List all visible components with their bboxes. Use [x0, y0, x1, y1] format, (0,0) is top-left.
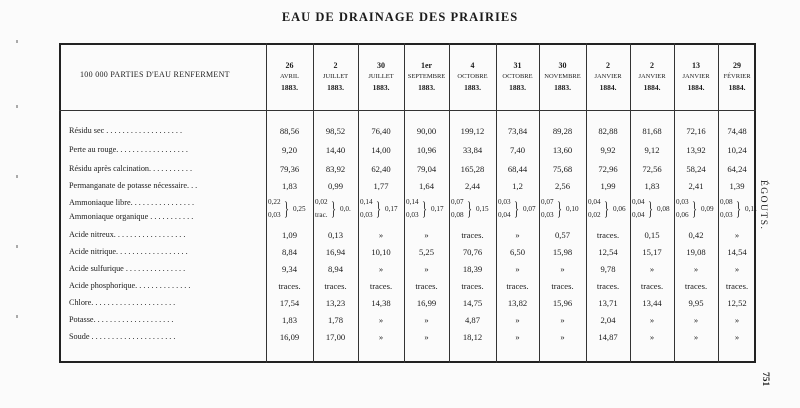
column-header-year: 1883. — [554, 83, 571, 93]
table-cell: 2,44 — [464, 181, 481, 191]
table-header-label: 100 000 PARTIES D'EAU RENFERMENT — [80, 70, 230, 79]
table-cell: 72,16 — [686, 126, 706, 136]
table-cell: 1,83 — [281, 181, 298, 191]
table-cell: 6,50 — [509, 247, 526, 257]
column-header-day: 13 — [692, 61, 700, 70]
table-cell: 2,56 — [554, 181, 571, 191]
column-header-month: OCTOBRE — [502, 73, 533, 81]
column-header — [539, 60, 586, 94]
ammonia-libre-value: 0,03 — [498, 198, 511, 206]
ammonia-pair — [404, 198, 450, 224]
column-header-day: 29 — [733, 61, 741, 70]
ammonia-organique-value: 0,06 — [676, 211, 689, 219]
brace-icon: } — [331, 199, 337, 220]
table-cell: 10,10 — [371, 247, 391, 257]
table-cell: traces. — [506, 281, 529, 291]
table-cell: 1,09 — [281, 230, 298, 240]
ammonia-sum-value: 0,0. — [340, 205, 351, 213]
table-cell: 14,40 — [325, 145, 346, 155]
ammonia-sum-value: 0,17 — [431, 205, 444, 213]
table-cell: 199,12 — [460, 126, 485, 136]
table-cell: 16,94 — [325, 247, 346, 257]
table-cell: 12,54 — [598, 247, 618, 257]
table-cell: 2,41 — [688, 181, 704, 191]
ammonia-libre-value: 0,04 — [588, 198, 601, 206]
row-label-ammoniaque-organique: Ammoniaque organique . . . . . . . . . . . — [69, 212, 194, 221]
column-header-month: NOVEMBRE — [544, 73, 581, 81]
column-header-year: 1883. — [509, 83, 526, 93]
margin-mark — [16, 105, 18, 108]
column-header-year: 1884. — [728, 83, 746, 93]
column-header — [496, 60, 539, 94]
ammonia-organique-value: 0,04 — [498, 211, 511, 219]
brace-icon: } — [467, 199, 473, 220]
table-cell: 1,39 — [729, 181, 745, 191]
table-cell: » — [693, 332, 699, 342]
table-cell: 9,34 — [281, 264, 298, 274]
table-cell: 15,98 — [552, 247, 573, 257]
ammonia-organique-value: 0,03 — [360, 211, 373, 219]
brace-icon: } — [422, 199, 428, 220]
table-cell: 1,83 — [644, 181, 660, 191]
ammonia-sum-value: 0,11 — [745, 205, 758, 213]
table-cell: 2,04 — [600, 315, 616, 325]
table-cell: 18,39 — [462, 264, 483, 274]
table-cell: 12,52 — [727, 298, 747, 308]
ammonia-organique-value: 0,03 — [720, 211, 733, 219]
table-cell: 0,99 — [327, 181, 344, 191]
column-header-month: JUILLET — [322, 73, 349, 81]
ammonia-libre-value: 0,14 — [360, 198, 373, 206]
table-cell: traces. — [551, 281, 574, 291]
table-cell: » — [734, 332, 740, 342]
row-label: Acide nitrique. . . . . . . . . . . . . . . . . . — [69, 247, 188, 256]
table-cell: » — [378, 230, 384, 240]
ammonia-libre-value: 0,02 — [315, 198, 328, 206]
table-cell: » — [560, 332, 565, 342]
ammonia-pair — [539, 198, 585, 224]
column-header-month: JANVIER — [638, 73, 666, 81]
header-divider — [59, 110, 756, 111]
ammonia-libre-value: 0,04 — [632, 198, 645, 206]
row-label: Potasse. . . . . . . . . . . . . . . . . . . . — [69, 315, 174, 324]
column-header-day: 30 — [558, 61, 567, 70]
column-header-year: 1884. — [687, 83, 705, 93]
table-cell: 64,24 — [727, 164, 747, 174]
column-header-month: OCTOBRE — [457, 73, 488, 81]
table-cell: » — [378, 332, 384, 342]
table-cell: 9,12 — [644, 145, 660, 155]
column-header — [718, 60, 756, 94]
table-cell: 4,87 — [464, 315, 481, 325]
table-cell: » — [515, 332, 520, 342]
table-cell: 15,96 — [552, 298, 573, 308]
ammonia-organique-value: 0,02 — [588, 211, 601, 219]
ammonia-libre-value: 0,14 — [406, 198, 419, 206]
ammonia-organique-value: 0,03 — [541, 211, 554, 219]
brace-icon: } — [648, 199, 654, 220]
column-header-day: 4 — [470, 61, 475, 70]
table-cell: 14,38 — [371, 298, 391, 308]
table-cell: 74,48 — [727, 126, 747, 136]
brace-icon: } — [284, 199, 290, 220]
page-title: EAU DE DRAINAGE DES PRAIRIES — [281, 10, 519, 24]
ammonia-sum-value: 0,25 — [293, 205, 306, 213]
table-cell: » — [734, 315, 740, 325]
column-header-day: 2 — [333, 61, 338, 70]
table-cell: traces. — [461, 281, 484, 291]
ammonia-libre-value: 0,08 — [720, 198, 733, 206]
table-cell: 82,88 — [598, 126, 618, 136]
table-cell: 13,60 — [552, 145, 573, 155]
table-cell: 16,09 — [279, 332, 300, 342]
table-cell: 1,64 — [418, 181, 435, 191]
table-cell: 13,82 — [507, 298, 528, 308]
table-cell: » — [649, 332, 655, 342]
column-header — [630, 60, 674, 94]
table-cell: 13,92 — [686, 145, 706, 155]
ammonia-libre-value: 0,22 — [268, 198, 281, 206]
table-cell: » — [560, 264, 565, 274]
column-header-month: JUILLET — [368, 73, 394, 81]
table-cell: 14,00 — [371, 145, 391, 155]
table-cell: » — [734, 264, 740, 274]
brace-icon: } — [692, 199, 698, 220]
column-header-month: FÉVRIER — [723, 73, 751, 81]
column-header-year: 1883. — [281, 83, 298, 93]
table-cell: traces. — [596, 281, 620, 291]
table-cell: 9,20 — [281, 145, 298, 155]
table-cell: 8,94 — [327, 264, 344, 274]
column-header — [266, 60, 313, 94]
table-cell: » — [424, 332, 429, 342]
table-cell: 9,92 — [600, 145, 616, 155]
table-cell: traces. — [278, 281, 301, 291]
table-cell: 5,25 — [418, 247, 435, 257]
table-cell: traces. — [725, 281, 749, 291]
column-header-month: AVRIL — [279, 73, 300, 81]
table-cell: traces. — [369, 281, 393, 291]
table-cell: 7,40 — [509, 145, 526, 155]
table-cell: » — [378, 315, 384, 325]
table-cell: » — [515, 230, 520, 240]
table-cell: traces. — [461, 230, 484, 240]
ammonia-sum-value: 0,17 — [385, 205, 398, 213]
ammonia-pair — [313, 198, 359, 224]
table-cell: 79,04 — [416, 164, 437, 174]
ammonia-organique-value: 0,03 — [406, 211, 419, 219]
table-cell: 89,28 — [552, 126, 573, 136]
ammonia-pair — [674, 198, 720, 224]
ammonia-sum-value: 0,15 — [476, 205, 489, 213]
column-header-day: 30 — [377, 61, 385, 70]
side-label: ÉGOUTS. — [758, 180, 768, 231]
column-header-day: 2 — [606, 61, 610, 70]
margin-mark — [16, 175, 18, 178]
table-cell: 83,92 — [325, 164, 346, 174]
table-cell: 73,84 — [507, 126, 528, 136]
column-header-day: 2 — [650, 61, 654, 70]
row-label: Acide nitreux. . . . . . . . . . . . . . . . . . — [69, 230, 186, 239]
table-cell: traces. — [684, 281, 708, 291]
ammonia-organique-value: 0,03 — [268, 211, 281, 219]
table-cell: traces. — [596, 230, 620, 240]
column-header-year: 1883. — [464, 83, 481, 93]
column-header — [449, 60, 496, 94]
table-cell: 17,54 — [279, 298, 300, 308]
column-header-month: JANVIER — [594, 73, 622, 81]
ammonia-pair — [586, 198, 632, 224]
table-cell: » — [515, 315, 520, 325]
column-header-year: 1884. — [599, 83, 617, 93]
row-label: Chlore. . . . . . . . . . . . . . . . . . . . . — [69, 298, 176, 307]
ammonia-sum-value: 0,10 — [566, 205, 579, 213]
table-cell: 16,99 — [416, 298, 437, 308]
row-label: Soude . . . . . . . . . . . . . . . . . . . . . — [69, 332, 176, 341]
table-cell: 10,96 — [416, 145, 437, 155]
page-number: 751 — [760, 372, 770, 387]
table-cell: 17,00 — [325, 332, 346, 342]
margin-mark — [16, 245, 18, 248]
table-cell: » — [424, 264, 429, 274]
table-cell: 98,52 — [325, 126, 346, 136]
table-cell: 9,95 — [688, 298, 704, 308]
row-label: Résidu sec . . . . . . . . . . . . . . . . . . . — [69, 126, 183, 135]
table-cell: 72,56 — [642, 164, 662, 174]
table-cell: 0,42 — [688, 230, 704, 240]
table-cell: 58,24 — [686, 164, 706, 174]
table-cell: 18,12 — [462, 332, 483, 342]
margin-mark — [16, 40, 18, 43]
ammonia-organique-value: 0,04 — [632, 211, 645, 219]
table-cell: 0,57 — [554, 230, 571, 240]
ammonia-organique-value: trac. — [315, 211, 328, 219]
table-cell: » — [734, 230, 740, 240]
table-cell: 76,40 — [371, 126, 391, 136]
ammonia-libre-value: 0,03 — [676, 198, 689, 206]
ammonia-pair — [358, 198, 404, 224]
ammonia-sum-value: 0,08 — [657, 205, 670, 213]
table-cell: 9,78 — [600, 264, 616, 274]
table-cell: 19,08 — [686, 247, 706, 257]
table-cell: 13,23 — [325, 298, 346, 308]
ammonia-sum-value: 0,07 — [523, 205, 536, 213]
row-label-ammoniaque-libre: Ammoniaque libre. . . . . . . . . . . . . . . . — [69, 198, 195, 207]
table-cell: 1,2 — [512, 181, 523, 191]
column-header-day: 26 — [285, 61, 294, 70]
ammonia-pair — [630, 198, 676, 224]
column-header-day: 31 — [513, 61, 522, 70]
column-header — [674, 60, 718, 94]
table-cell: 90,00 — [416, 126, 437, 136]
table-cell: 81,68 — [642, 126, 662, 136]
margin-mark — [16, 315, 18, 318]
row-label: Résidu après calcination. . . . . . . . . . . — [69, 164, 193, 173]
table-cell: 33,84 — [462, 145, 483, 155]
ammonia-libre-value: 0,07 — [451, 198, 464, 206]
column-header — [358, 60, 404, 94]
table-cell: » — [693, 264, 699, 274]
table-cell: » — [378, 264, 384, 274]
table-cell: » — [424, 230, 429, 240]
brace-icon: } — [514, 199, 520, 220]
table-cell: 8,84 — [281, 247, 298, 257]
table-cell: traces. — [415, 281, 438, 291]
brace-icon: } — [376, 199, 382, 220]
row-label: Acide sulfurique . . . . . . . . . . . . . . . — [69, 264, 186, 273]
ammonia-libre-value: 0,07 — [541, 198, 554, 206]
table-cell: 70,76 — [462, 247, 483, 257]
table-cell: 72,96 — [598, 164, 618, 174]
table-cell: » — [649, 264, 655, 274]
table-cell: 13,71 — [598, 298, 618, 308]
table-cell: 75,68 — [552, 164, 573, 174]
table-cell: 1,99 — [600, 181, 616, 191]
table-cell: 10,24 — [727, 145, 747, 155]
ammonia-organique-value: 0,08 — [451, 211, 464, 219]
row-label: Acide phosphorique. . . . . . . . . . . . . . — [69, 281, 191, 290]
table-cell: traces. — [640, 281, 664, 291]
table-cell: » — [560, 315, 565, 325]
table-cell: 14,75 — [462, 298, 483, 308]
table-cell: 68,44 — [507, 164, 528, 174]
column-header-month: JANVIER — [682, 73, 710, 81]
column-header-month: SEPTEMBRE — [407, 73, 446, 81]
ammonia-pair — [449, 198, 495, 224]
ammonia-sum-value: 0,06 — [613, 205, 626, 213]
table-cell: » — [424, 315, 429, 325]
table-cell: 62,40 — [371, 164, 391, 174]
ammonia-sum-value: 0,09 — [701, 205, 714, 213]
table-cell: 1,83 — [281, 315, 298, 325]
ammonia-pair — [496, 198, 542, 224]
table-cell: 165,28 — [460, 164, 485, 174]
table-cell: traces. — [324, 281, 347, 291]
column-header — [586, 60, 630, 94]
column-header-day: 1er — [420, 61, 433, 70]
table-cell: 79,36 — [279, 164, 300, 174]
table-cell: 15,17 — [642, 247, 662, 257]
table-cell: 0,15 — [644, 230, 660, 240]
column-header-year: 1883. — [418, 83, 435, 93]
column-header — [313, 60, 358, 94]
column-header-year: 1883. — [372, 83, 390, 93]
brace-icon: } — [736, 199, 742, 220]
table-cell: » — [515, 264, 520, 274]
row-label: Perte au rouge. . . . . . . . . . . . . . . . . . — [69, 145, 188, 154]
column-header-year: 1883. — [327, 83, 344, 93]
brace-icon: } — [604, 199, 610, 220]
table-cell: » — [649, 315, 655, 325]
row-label: Permanganate de potasse nécessaire. . . — [69, 181, 198, 190]
table-cell: 0,13 — [327, 230, 344, 240]
ammonia-pair — [266, 198, 312, 224]
table-cell: 14,87 — [598, 332, 618, 342]
table-cell: 13,44 — [642, 298, 662, 308]
brace-icon: } — [557, 199, 563, 220]
table-cell: 1,77 — [373, 181, 389, 191]
table-cell: » — [693, 315, 699, 325]
table-cell: 14,54 — [727, 247, 747, 257]
column-header — [404, 60, 449, 94]
column-header-year: 1884. — [643, 83, 661, 93]
table-cell: 1,78 — [327, 315, 344, 325]
table-cell: 88,56 — [279, 126, 300, 136]
